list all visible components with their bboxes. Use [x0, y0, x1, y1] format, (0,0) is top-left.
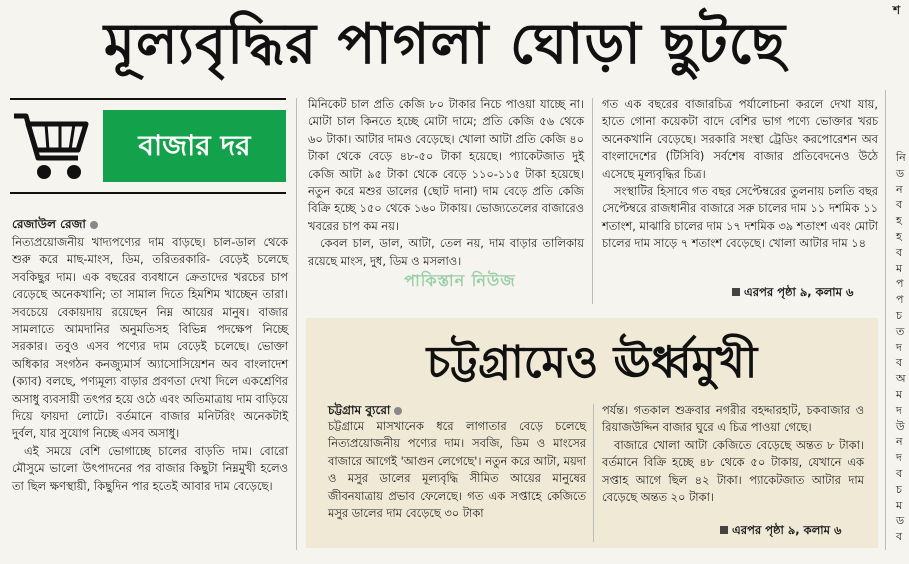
- edge-fragment: ম: [896, 498, 903, 512]
- continued-on-link[interactable]: এরপর পৃষ্ঠা ৯, কলাম ৬: [732, 284, 854, 303]
- column-3: [602, 96, 878, 253]
- square-bullet-icon: [720, 526, 728, 534]
- column-divider: [296, 98, 297, 550]
- edge-fragment: ব: [896, 356, 903, 370]
- byline-bullet-icon: [90, 221, 98, 229]
- paragraph: বাজারে খোলা আটা কেজিতে বেড়েছে অন্তত ৮ টাকা। বর্তমানে বিক্রি হচ্ছে ৪৮ থেকে ৫০ টাকায়, যেখানে এক সপ্তাহ আগে ছিল ৪২ টাকা। প্যাকেটজাত আটার দাম বেড়েছে অন্তত ২০ টাকা।: [602, 437, 864, 505]
- sub-continued-on-link[interactable]: এরপর পৃষ্ঠা ৯, কলাম ৬: [720, 522, 842, 541]
- edge-fragment: ম: [896, 387, 903, 401]
- edge-fragment: ব: [896, 530, 903, 544]
- edge-fragment: দ: [896, 451, 902, 465]
- sub-story-headline: চট্টগ্রামেও ঊর্ধ্বমুখী: [426, 337, 758, 388]
- edge-fragment: ব: [896, 466, 903, 480]
- byline: রেজাউল রেজা: [12, 216, 288, 232]
- section-rule-top: [10, 98, 286, 100]
- column-divider: [592, 98, 593, 304]
- edge-fragment: ব: [896, 245, 903, 259]
- column-2: [308, 96, 584, 270]
- edge-fragment: ন: [896, 182, 903, 196]
- paragraph: চট্টগ্রামে মাসখানেক ধরে লাগাতার বেড়ে চলেছে নিত্যপ্রয়োজনীয় পণ্যের দাম। সবজি, ডিম ও মাংসের বাজারে আগেই 'আগুন লেগেছে'। নতুন করে আটা, ময়দা ও মসুর ডালের মূল্যবৃদ্ধি সীমিত আয়ের মানুষের জীবনযাত্রায় প্রভাব ফেলেছে। গত এক সপ্তাহে কেজিতে মসুর ডালের দাম বেড়েছে ৩০ টাকা: [328, 419, 586, 521]
- clipped-neighbour-column: [896, 150, 909, 545]
- edge-fragment: প: [896, 293, 904, 307]
- sub-story-column-right: [602, 402, 864, 506]
- byline-bullet-icon: [394, 407, 402, 415]
- paragraph: এই সময়ে বেশি ভোগাচ্ছে চালের বাড়তি দাম। বোরো মৌসুমে ভালো উৎপাদনের পর বাজার কিছুটা নিম্নমুখী হলেও তা ছিল ক্ষণস্থায়ী, কিছুদিন পার হতেই আবার দাম বেড়েছে।: [12, 443, 288, 493]
- edge-fragment-top: শ: [893, 3, 901, 17]
- sub-story-column-left: [328, 402, 586, 522]
- edge-fragment: অ: [896, 372, 906, 386]
- edge-fragment: ম: [896, 261, 903, 275]
- edge-fragment: ন: [896, 435, 903, 449]
- edge-fragment: চ: [896, 308, 902, 322]
- paragraph: নিত্যপ্রয়োজনীয় খাদ্যপণ্যের দাম বাড়ছে। চাল-ডাল থেকে শুরু করে মাছ-মাংস, ডিম, তরিতরকারি- বেড়েই চলেছে সবকিছুর দাম। এক বছরের ব্যবধানে ক্রেতাদের খরচের চাপ বেড়েছে অনেকখানি; তা সামাল দিতে হিমশিম খাচ্ছেন তারা। সবচেয়ে বেকায়দায় রয়েছেন নিম্ন আয়ের মানুষ। বাজার সামলাতে আমদানির অনুমতিসহ বিভিন্ন পদক্ষেপ নিচ্ছে সরকার। তবুও এসব পণ্যের দাম বেড়েই চলেছে। ভোক্তা অধিকার সংগঠন কনজ্যুমার্স অ্যাসোসিয়েশন অব বাংলাদেশ (ক্যাব) বলছে, পণ্যমূল্য বাড়ার প্রবণতা দেখা দিলে একশ্রেণির অসাধু ব্যবসায়ী তৎপর হয়ে ওঠে এবং অতিমাত্রায় দাম বাড়িয়ে দিয়ে ফায়দা লোটে। বর্তমানে বাজার মনিটরিং অনেকটাই দুর্বল, যার সুযোগ নিচ্ছে এসব অসাধু।: [12, 235, 288, 441]
- main-headline: মূল্যবৃদ্ধির পাগলা ঘোড়া ছুটছে: [103, 12, 787, 77]
- edge-fragment: দ: [896, 340, 902, 354]
- edge-fragment: নি: [896, 151, 906, 164]
- edge-fragment: ব: [896, 198, 903, 212]
- watermark: পাকিস্তান নিউজ: [404, 271, 516, 290]
- paragraph: সংস্থাটির হিসাবে গত বছর সেপ্টেম্বরের তুলনায় চলতি বছর সেপ্টেম্বরে রাজধানীর বাজারে সরু চালের দাম ১১ দশমিক ১১ শতাংশ, মাঝারি চালের দাম ১৭ দশমিক ৩৯ শতাংশ এবং মোটা চালের দাম সাড়ে ৭ শতাংশ বেড়েছে। খোলা আটার দাম ১৪: [602, 184, 878, 251]
- edge-fragment: ত: [896, 324, 905, 338]
- edge-fragment: ড: [896, 514, 905, 528]
- section-label: বাজার দর: [103, 110, 286, 182]
- paragraph: পর্যন্ত। গতকাল শুক্রবার নগরীর বহদ্দারহাট, চকবাজার ও রিয়াজউদ্দিন বাজার ঘুরে এ চিত্র পাওয়া গেছে।: [602, 403, 864, 435]
- paragraph: কেবল চাল, ডাল, আটা, তেল নয়, দাম বাড়ার তালিকায় রয়েছে মাংস, দুধ, ডিম ও মসলাও।: [308, 236, 584, 268]
- edge-fragment: প: [896, 277, 904, 291]
- edge-fragment: দ: [896, 403, 902, 417]
- column-divider: [593, 404, 594, 542]
- column-divider-right: [885, 90, 886, 550]
- square-bullet-icon: [732, 288, 740, 296]
- section-rule-bottom: [10, 192, 286, 194]
- edge-fragment: হ: [896, 229, 902, 243]
- edge-fragment: হ: [896, 214, 902, 228]
- edge-fragment: চ: [896, 482, 902, 496]
- shopping-cart-icon: [12, 106, 92, 186]
- column-1: [12, 216, 288, 495]
- paragraph: গত এক বছরের বাজারচিত্র পর্যালোচনা করলে দেখা যায়, হাতে গোনা কয়েকটা বাদে বেশির ভাগ পণ্যে ভোক্তার খরচ অনেকখানি বেড়েছে। সরকারি সংস্থা ট্রেডিং করপোরেশন অব বাংলাদেশের (টিসিবি) সর্বশেষ বাজার প্রতিবেদনেও উঠে এসেছে মূল্যবৃদ্ধির চিত্র।: [602, 97, 878, 181]
- edge-fragment: ড: [896, 166, 905, 180]
- sub-byline: চট্টগ্রাম ব্যুরো: [328, 402, 586, 418]
- edge-fragment: উ: [896, 419, 905, 433]
- paragraph: মিনিকেট চাল প্রতি কেজি ৮০ টাকার নিচে পাওয়া যাচ্ছে না। মোটা চাল কিনতে হচ্ছে মোটা দামে; প্রতি কেজি ৫৬ থেকে ৬০ টাকা। আটার দামও বেড়েছে। খোলা আটা প্রতি কেজি ৪০ টাকা থেকে বেড়ে ৪৮-৫০ টাকা হয়েছে। প্যাকেটজাত দুই কেজি আটা ৯৫ টাকা থেকে বেড়ে ১১০-১১৫ টাকা হয়েছে। নতুন করে মশুর ডালের (ছোট দানা) দাম বেড়ে প্রতি কেজি বিক্রি হচ্ছে ১৫০ থেকে ১৬০ টাকায়। ভোজ্যতেলের বাজারেও খবরের চাপ কম নয়।: [308, 97, 584, 233]
